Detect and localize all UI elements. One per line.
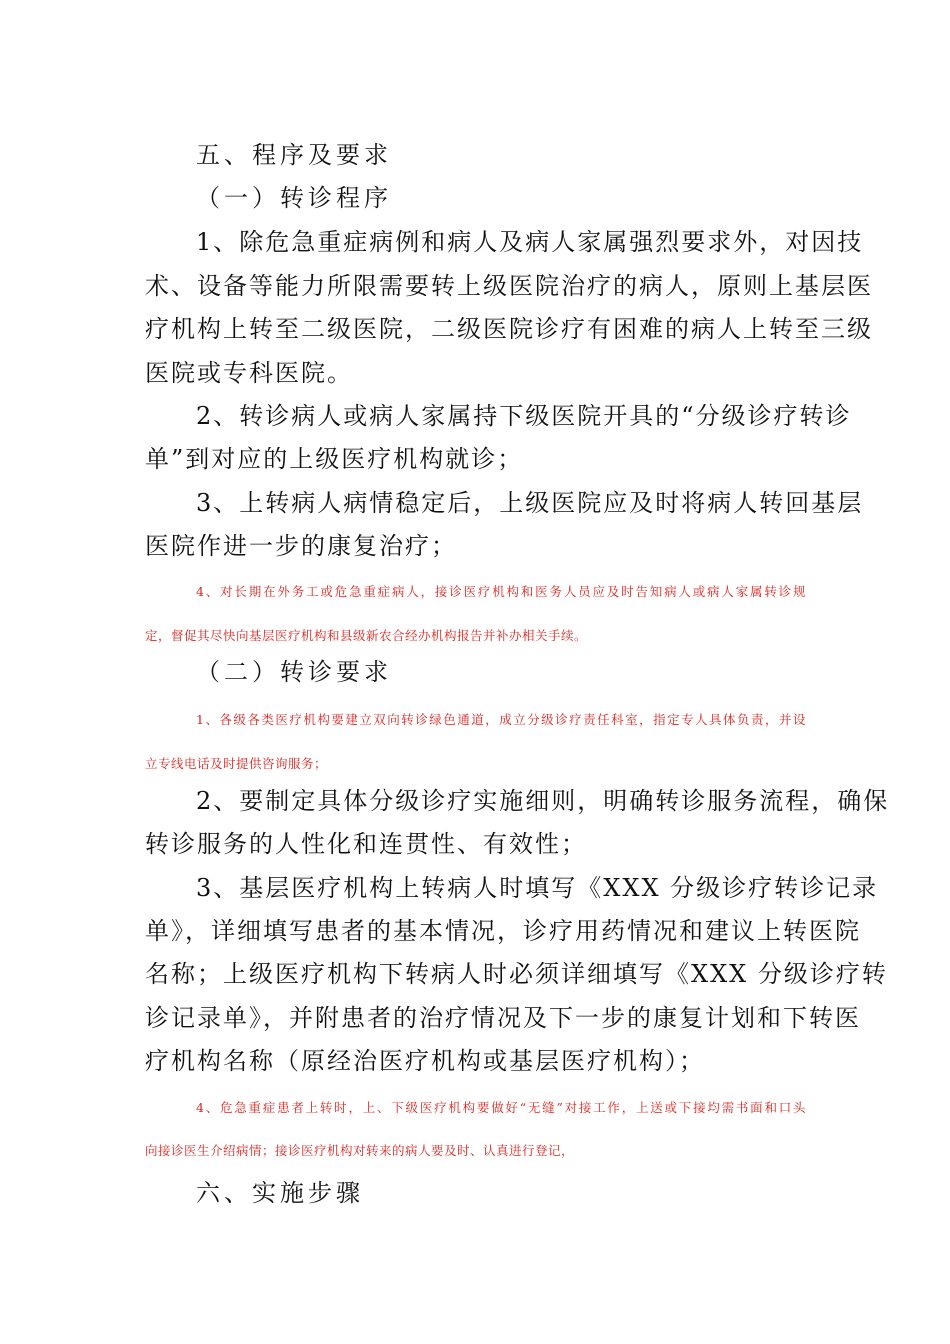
section-heading-6: 六、实施步骤 <box>196 1179 364 1207</box>
red-note-1-line-2: 定，督促其尽快向基层医疗机构和县级新农合经办机构报告并补办相关手续。 <box>145 628 588 643</box>
paragraph-4-line-1: 2、要制定具体分级诊疗实施细则，明确转诊服务流程，确保 <box>196 787 890 815</box>
paragraph-5-line-4: 诊记录单》，并附患者的治疗情况及下一步的康复计划和下转医 <box>145 1004 861 1032</box>
subsection-heading-2: （二）转诊要求 <box>196 658 392 686</box>
paragraph-3-line-2: 医院作进一步的康复治疗； <box>145 532 457 560</box>
red-note-1-line-1: 4、对长期在外务工或危急重症病人，接诊医疗机构和医务人员应及时告知病人或病人家属转诊规 <box>196 584 806 599</box>
red-note-2-line-1: 1、各级各类医疗机构要建立双向转诊绿色通道，成立分级诊疗责任科室，指定专人具体负责，并设 <box>196 712 806 727</box>
paragraph-3-line-1: 3、上转病人病情稳定后，上级医院应及时将病人转回基层 <box>196 489 864 517</box>
paragraph-1-line-2: 术、设备等能力所限需要转上级医院治疗的病人，原则上基层医 <box>145 272 873 300</box>
paragraph-2-line-2: 单”到对应的上级医疗机构就诊； <box>145 445 524 473</box>
red-note-2-line-2: 立专线电话及时提供咨询服务； <box>145 756 328 771</box>
paragraph-4-line-2: 转诊服务的人性化和连贯性、有效性； <box>145 830 587 858</box>
paragraph-5-line-1: 3、基层医疗机构上转病人时填写《XXX 分级诊疗转诊记录 <box>196 874 879 902</box>
paragraph-5-line-2: 单》，详细填写患者的基本情况，诊疗用药情况和建议上转医院 <box>145 917 861 945</box>
paragraph-1-line-3: 疗机构上转至二级医院，二级医院诊疗有困难的病人上转至三级 <box>145 315 873 343</box>
paragraph-1-line-4: 医院或专科医院。 <box>145 359 353 387</box>
paragraph-1-line-1: 1、除危急重症病例和病人及病人家属强烈要求外，对因技 <box>196 228 864 256</box>
subsection-heading-1: （一）转诊程序 <box>196 184 392 212</box>
red-note-3-line-2: 向接诊医生介绍病情；接诊医疗机构对转来的病人要及时、认真进行登记， <box>145 1143 575 1158</box>
paragraph-2-line-1: 2、转诊病人或病人家属持下级医院开具的“分级诊疗转诊 <box>196 402 852 430</box>
red-note-3-line-1: 4、危急重症患者上转时，上、下级医疗机构要做好“无缝”对接工作，上送或下接均需书面和口头 <box>196 1100 806 1115</box>
paragraph-5-line-5: 疗机构名称（原经治医疗机构或基层医疗机构）； <box>145 1047 705 1075</box>
paragraph-5-line-3: 名称；上级医疗机构下转病人时必须详细填写《XXX 分级诊疗转 <box>145 960 888 988</box>
section-heading-5: 五、程序及要求 <box>196 141 392 169</box>
